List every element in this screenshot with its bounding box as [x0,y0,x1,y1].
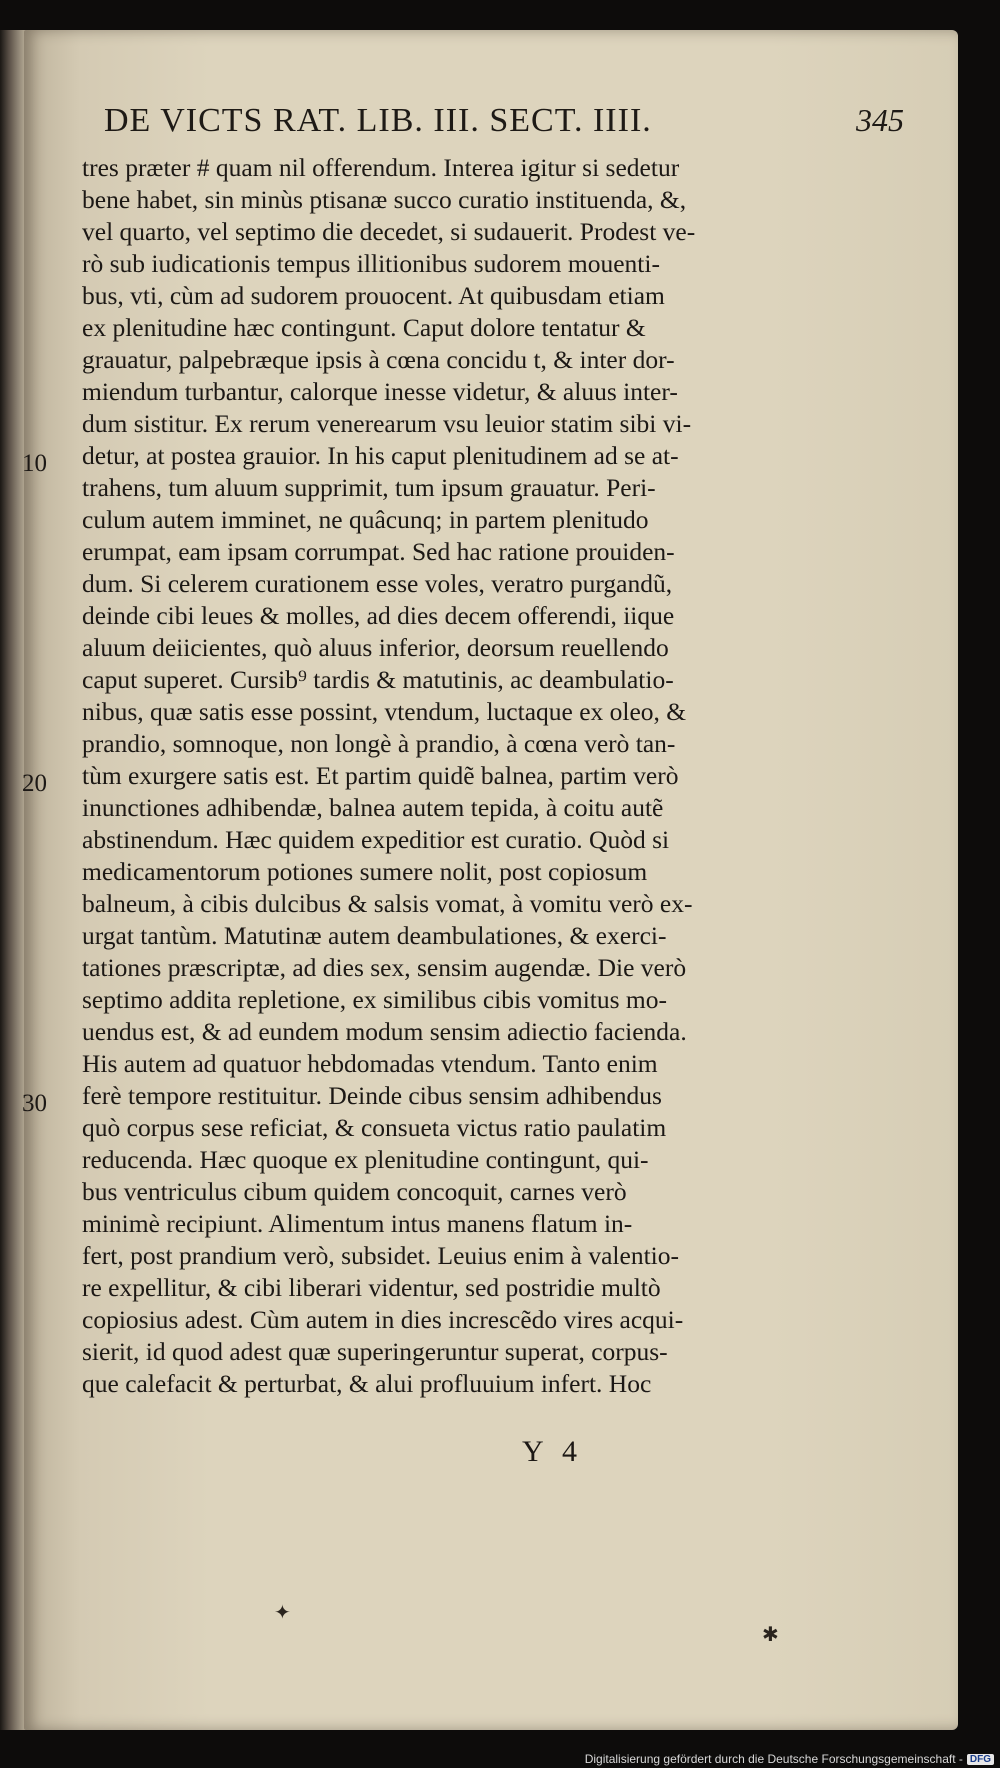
running-title: DE VICTS RAT. LIB. III. SECT. IIII. [104,102,652,139]
ink-spot-ornament: ✱ [762,1622,779,1646]
text-line: miendum turbantur, calorque inesse videtur, & aluus inter- [82,377,678,406]
text-line: bene habet, sin minùs ptisanæ succo curatio instituenda, &, [82,185,687,214]
text-line: caput superet. Cursib⁹ tardis & matutinis, ac deambulatio- [82,665,674,694]
page-number: 345 [856,102,904,138]
text-line: grauatur, palpebræque ipsis à cœna concidu t, & inter dor- [82,345,675,374]
text-line: copiosius adest. Cùm autem in dies increscẽdo vires acqui- [82,1305,684,1334]
text-line: medicamentorum potiones sumere nolit, post copiosum [82,857,648,886]
text-line: septimo addita repletione, ex similibus cibis vomitus mo- [82,985,668,1014]
text-line: aluum deiicientes, quò aluus inferior, deorsum reuellendo [82,633,669,662]
signature-mark: Y 4 [522,1435,584,1468]
text-line: ex plenitudine hæc contingunt. Caput dolore tentatur & [82,313,646,342]
text-line: ferè tempore restituitur. Deinde cibus sensim adhibendus [82,1081,662,1110]
text-line: tres præter # quam nil offerendum. Interea igitur si sedetur [82,153,680,182]
book-spine-edge [0,30,26,1730]
body-text [82,152,760,1400]
margin-line-number: 10 [22,450,47,477]
text-line: balneum, à cibis dulcibus & salsis vomat, à vomitu verò ex- [82,889,693,918]
text-line: reducenda. Hæc quoque ex plenitudine contingunt, qui- [82,1145,649,1174]
ink-spot-ornament: ✦ [274,1600,291,1624]
text-line: erumpat, eam ipsam corrumpat. Sed hac ratione prouiden- [82,537,675,566]
text-line: bus ventriculus cibum quidem concoquit, carnes verò [82,1177,627,1206]
text-line: tùm exurgere satis est. Et partim quidẽ balnea, partim verò [82,761,679,790]
dfg-logo: DFG [967,1754,994,1765]
text-line: prandio, somnoque, non longè à prandio, à cœna verò tan- [82,729,676,758]
text-line: trahens, tum aluum supprimit, tum ipsum grauatur. Peri- [82,473,656,502]
text-line: bus, vti, cùm ad sudorem prouocent. At quibusdam etiam [82,281,665,310]
text-line: deinde cibi leues & molles, ad dies decem offerendi, iique [82,601,675,630]
text-line: rò sub iudicationis tempus illitionibus sudorem mouenti- [82,249,660,278]
text-line: abstinendum. Hæc quidem expeditior est curatio. Quòd si [82,825,670,854]
text-line: His autem ad quatuor hebdomadas vtendum. Tanto enim [82,1049,658,1078]
digitization-credit [585,1752,994,1766]
text-line: re expellitur, & cibi liberari videntur, sed postridie multò [82,1273,661,1302]
text-line: inunctiones adhibendæ, balnea autem tepida, à coitu autẽ [82,793,664,822]
credit-text: Digitalisierung gefördert durch die Deutsche Forschungsgemeinschaft - [584,1752,963,1766]
text-line: urgat tantùm. Matutinæ autem deambulationes, & exerci- [82,921,667,950]
text-line: tationes præscriptæ, ad dies sex, sensim augendæ. Die verò [82,953,687,982]
text-line: culum autem imminet, ne quâcunq; in partem plenitudo [82,505,649,534]
margin-line-number: 30 [22,1090,47,1117]
text-line: sierit, id quod adest quæ superingeruntur superat, corpus- [82,1337,668,1366]
text-line: quò corpus sese reficiat, & consueta victus ratio paulatim [82,1113,667,1142]
margin-line-number: 20 [22,770,47,797]
text-line: fert, post prandium verò, subsidet. Leuius enim à valentio- [82,1241,679,1270]
text-line: dum. Si celerem curationem esse voles, veratro purgandũ, [82,569,673,598]
text-line: nibus, quæ satis esse possint, vtendum, luctaque ex oleo, & [82,697,687,726]
text-line: que calefacit & perturbat, & alui profluuium infert. Hoc [82,1369,652,1398]
text-line: minimè recipiunt. Alimentum intus manens flatum in- [82,1209,633,1238]
text-line: uendus est, & ad eundem modum sensim adiectio facienda. [82,1017,687,1046]
text-line: vel quarto, vel septimo die decedet, si sudauerit. Prodest ve- [82,217,696,246]
text-line: dum sistitur. Ex rerum venerearum vsu leuior statim sibi vi- [82,409,692,438]
text-line: detur, at postea grauior. In his caput plenitudinem ad se at- [82,441,679,470]
